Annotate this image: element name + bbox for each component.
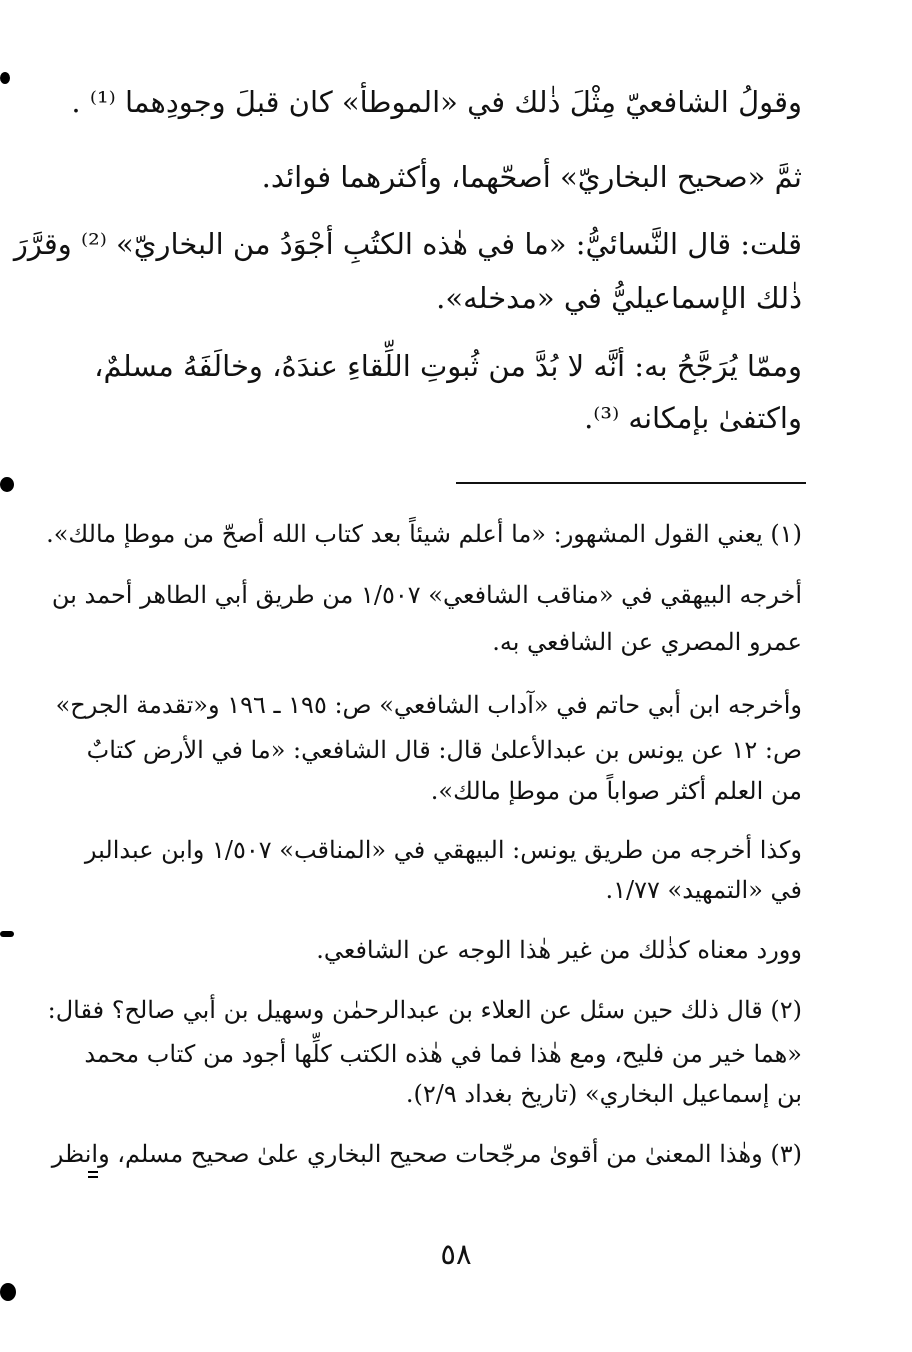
page-number: ٥٨: [440, 1237, 472, 1271]
main-text-line-1: وقولُ الشافعيّ مِثْلَ ذٰلك في «الموطأ» كان قبلَ وجودِهما ⁽¹⁾ .: [71, 85, 802, 119]
footnote-2-line-3: بن إسماعيل البخاري» (تاريخ بغداد ٢/٩).: [405, 1080, 802, 1108]
footnote-1-line-9: وورد معناه كذٰلك من غير هٰذا الوجه عن الشافعي.: [316, 936, 802, 964]
main-text-line-2: ثمَّ «صحيح البخاريّ» أصحّهما، وأكثرهما فوائد.: [261, 160, 802, 194]
footnote-1-line-4: وأخرجه ابن أبي حاتم في «آداب الشافعي» ص: ١٩٥ ـ ١٩٦ و«تقدمة الجرح»: [55, 691, 802, 719]
main-text-line-6: واكتفىٰ بإمكانه ⁽³⁾.: [584, 401, 802, 435]
footnote-1-line-1: (١) يعني القول المشهور: «ما أعلم شيئاً بعد كتاب الله أصحّ من موطإ مالك».: [46, 520, 802, 548]
footnote-1-line-8: في «التمهيد» ١/٧٧.: [605, 876, 802, 904]
main-text-line-5: وممّا يُرَجَّحُ به: أنَّه لا بُدَّ من ثُبوتِ اللِّقاءِ عندَهُ، وخالَفَهُ مسلمٌ،: [94, 349, 802, 383]
scan-edge-mark: [0, 72, 10, 84]
footnote-1-line-7: وكذا أخرجه من طريق يونس: البيهقي في «المناقب» ١/٥٠٧ وابن عبدالبر: [84, 836, 802, 864]
footnote-separator: [456, 482, 806, 484]
continuation-mark: [88, 1171, 98, 1173]
footnote-1-line-5: ص: ١٢ عن يونس بن عبدالأعلىٰ قال: قال الشافعي: «ما في الأرض كتابٌ: [86, 736, 802, 764]
footnote-2-line-2: «هما خير من فليح، ومع هٰذا فما في هٰذه الكتب كلِّها أجود من كتاب محمد: [84, 1040, 802, 1068]
main-text-line-4: ذٰلك الإسماعيليُّ في «مدخله».: [436, 281, 802, 315]
footnote-1-line-2: أخرجه البيهقي في «مناقب الشافعي» ١/٥٠٧ من طريق أبي الطاهر أحمد بن: [51, 581, 802, 609]
footnote-3-line-1: (٣) وهٰذا المعنىٰ من أقوىٰ مرجّحات صحيح البخاري علىٰ صحيح مسلم، وانظر: [51, 1140, 802, 1168]
footnote-1-line-6: من العلم أكثر صواباً من موطإ مالك».: [430, 777, 802, 805]
main-text-line-3: قلت: قال النَّسائيُّ: «ما في هٰذه الكتُبِ أجْوَدُ من البخاريّ» ⁽²⁾ وقرَّرَ: [13, 227, 802, 261]
continuation-mark: [88, 1176, 98, 1178]
footnote-1-line-3: عمرو المصري عن الشافعي به.: [492, 628, 802, 656]
scan-edge-mark: [0, 477, 14, 492]
footnote-2-line-1: (٢) قال ذلك حين سئل عن العلاء بن عبدالرحمٰن وسهيل بن أبي صالح؟ فقال:: [47, 996, 802, 1024]
scan-edge-mark: [0, 931, 14, 937]
scan-edge-mark: [0, 1283, 16, 1301]
